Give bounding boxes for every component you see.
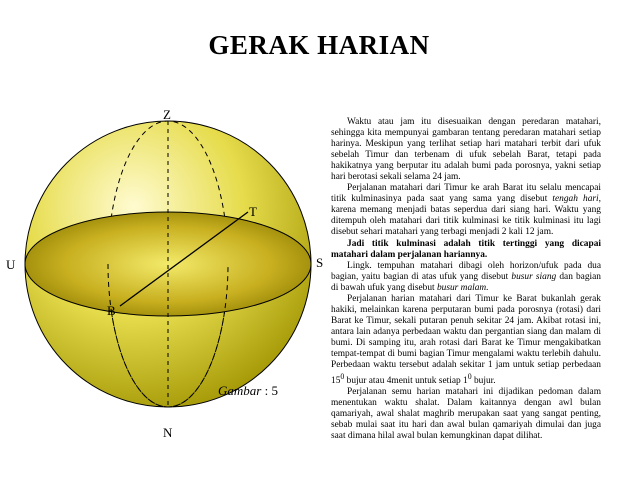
- label-nadir: N: [163, 425, 173, 440]
- label-north: U: [6, 257, 16, 272]
- paragraph-1: Waktu atau jam itu disesuaikan dengan peredaran matahari, sehingga kita mempunyai gambaran tentang peredaran matahari setiap harinya. Meskipun yang terlihat setiap hari matahari terbit dari ufuk sebelah Timur dan terbenam di ufuk sebelah Barat, tetapi pada hakikatnya yang berputar itu adalah bumi pada porosnya, yakni setiap hari berotasi sekali selama 24 jam.: [331, 117, 601, 183]
- paragraph-5: Perjalanan harian matahari dari Timur ke Barat bukanlah gerak hakiki, melainkan karena perputaran bumi pada porosnya (rotasi) dari Barat ke Timur, sekali putaran penuh sekitar 24 jam. Akibat rotasi ini, antara lain adanya perbedaan waktu dan pergantian siang dan malam di bumi. Di samping itu, arah rotasi dari Barat ke Timur mengakibatkan tempat-tempat di bumi bagian Timur mengalami waktu terlebih dahulu. Perbedaan waktu tersebut adalah sekitar 1 jam untuk setiap perbedaan $15^0$ bujur atau 4menit untuk setiap $1^0$ bujur.: [331, 293, 601, 387]
- page-title: GERAK HARIAN: [208, 30, 430, 60]
- paragraph-2: Perjalanan matahari dari Timur ke arah Barat itu selalu mencapai titik kulminasinya pada saat yang sama yang disebut tengah hari, karena memang menjadi batas seperdua dari siang hari. Waktu yang ditempuh oleh matahari dari titik kulminasi ke titik kulminasi itu lagi disebut sehari matahari yang terbagi menjadi 2 kali 12 jam.: [331, 183, 601, 238]
- paragraph-3: Jadi titik kulminasi adalah titik tertinggi yang dicapai matahari dalam perjalanan hariannya.: [331, 238, 601, 260]
- paragraph-4: Lingk. tempuhan matahari dibagi oleh horizon/ufuk pada dua bagian, yaitu bagian di atas ufuk yang disebut busur siang dan bagian di bawah ufuk yang disebut busur malam.: [331, 260, 601, 293]
- figure-caption: Gambar : 5: [218, 383, 278, 398]
- label-south: S: [316, 255, 324, 270]
- label-zenith: Z: [163, 107, 171, 122]
- celestial-sphere-diagram: [0, 0, 330, 440]
- body-text: [331, 117, 601, 442]
- paragraph-6: Perjalanan semu harian matahari ini dijadikan pedoman dalam menentukan waktu shalat. Dalam kaitannya dengan awl bulan qamariyah, awal shalat maghrib merupakan saat yang sangat penting, sebab mulai saat itu hari dan awal bulan qamariyah dimulai dan juga saat dimana hilal awal bulan kemungkinan dapat dilihat.: [331, 387, 601, 442]
- label-west: B: [107, 303, 116, 318]
- label-east: T: [249, 204, 257, 219]
